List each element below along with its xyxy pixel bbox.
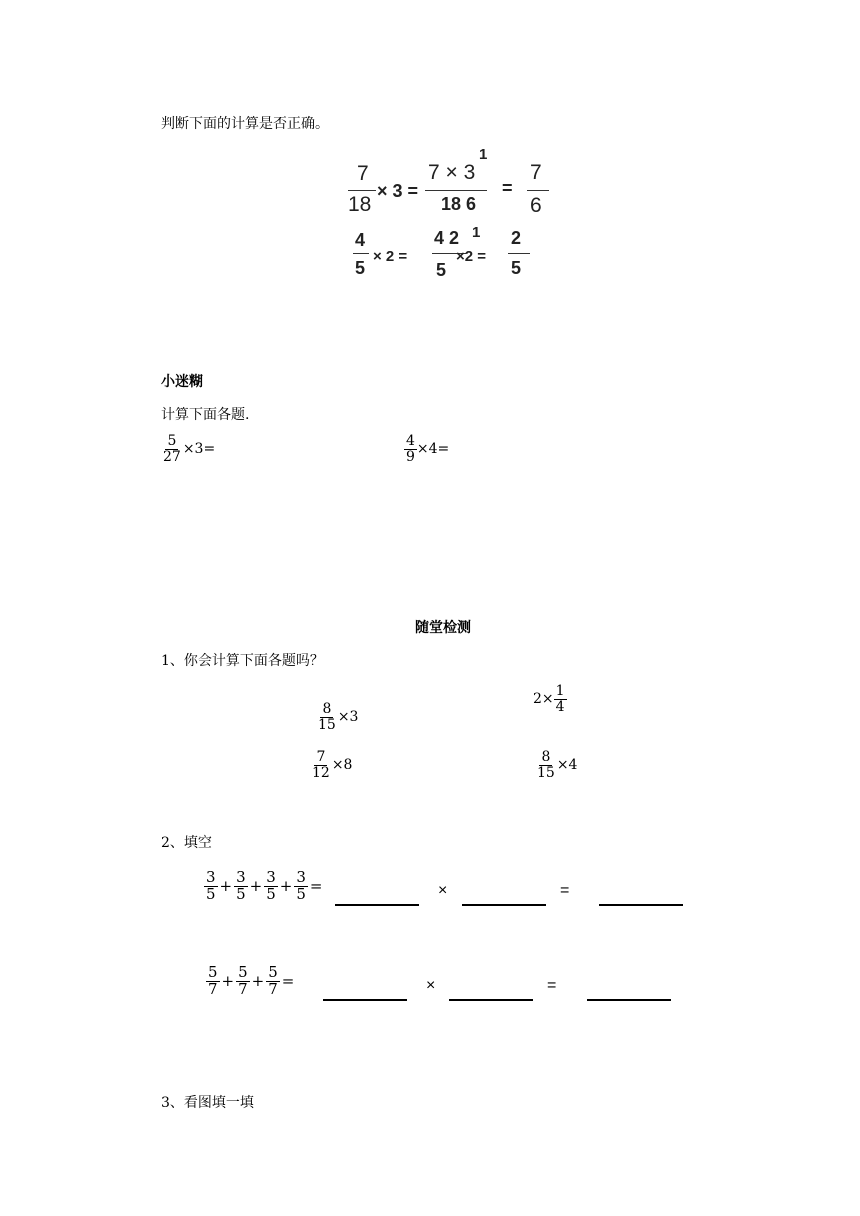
q2-r1-n3: 3 <box>266 868 276 886</box>
section-title-xiaomihu: 小迷糊 <box>161 374 203 390</box>
ex1-equals: = <box>502 178 513 198</box>
q2-r2-d2: 7 <box>238 979 248 998</box>
q2-r2-eq: = <box>281 972 295 991</box>
q2-r1-times: × <box>438 882 448 899</box>
problem-1-rest: ×3= <box>182 441 216 458</box>
ex1-frac-a-bar <box>348 190 376 191</box>
q1-item-2-den: 4 <box>555 698 565 715</box>
ex1-frac-b-num: 7 × 3 <box>428 161 476 184</box>
section-title-test: 随堂检测 <box>415 620 471 636</box>
ex1-frac-a-num: 7 <box>357 162 369 185</box>
ex1-times-3: × 3 = <box>377 181 419 201</box>
q2-r1-plus2: + <box>249 877 263 896</box>
q2-r2-blank-1[interactable] <box>323 999 407 1001</box>
ex2-frac-b-num: 4 2 <box>434 228 460 248</box>
q2-r2-blank-2[interactable] <box>449 999 533 1001</box>
problem-1 <box>161 434 215 464</box>
problem-2 <box>404 434 449 464</box>
q2-r1-plus1: + <box>219 877 233 896</box>
ex2-result-num: 2 <box>511 228 522 248</box>
q3-label: 3、看图填一填 <box>161 1095 254 1111</box>
q1-item-1-fraction <box>316 702 338 732</box>
ex1-cancel-small: 1 <box>479 146 488 163</box>
q2-label: 2、填空 <box>161 835 212 851</box>
q1-label: 1、你会计算下面各题吗？ <box>161 653 324 669</box>
ex1-result-num: 7 <box>530 161 542 184</box>
q2-r1-n1: 3 <box>206 868 216 886</box>
q2-r2-equals: = <box>547 977 557 994</box>
q2-r2-n3: 5 <box>268 963 278 981</box>
q1-item-4-num: 8 <box>541 749 551 765</box>
ex1-frac-b-den: 18 6 <box>441 194 477 214</box>
q2-r1-n2: 3 <box>236 868 246 886</box>
problem-1-den: 27 <box>163 448 181 465</box>
q2-r2-n2: 5 <box>238 963 248 981</box>
q2-row1-expression <box>204 870 325 903</box>
q1-item-1-den: 15 <box>318 716 336 733</box>
ex2-frac-a-den: 5 <box>355 258 366 278</box>
q2-r1-blank-1[interactable] <box>335 904 419 906</box>
problem-2-den: 9 <box>406 448 415 465</box>
q1-item-2-pre: 2× <box>533 691 554 708</box>
problem-1-fraction <box>161 434 183 464</box>
q1-item-2-fraction <box>554 684 567 714</box>
problem-2-num: 4 <box>406 433 415 449</box>
problem-2-fraction <box>404 434 417 464</box>
ex2-cancel-small: 1 <box>472 224 481 241</box>
instruction-judge: 判断下面的计算是否正确。 <box>161 116 329 132</box>
q2-r1-blank-3[interactable] <box>599 904 683 906</box>
q2-r1-d1: 5 <box>206 884 216 903</box>
q2-r1-plus3: + <box>279 877 293 896</box>
q2-r1-d4: 5 <box>296 884 306 903</box>
q2-r1-n4: 3 <box>296 868 306 886</box>
q1-item-3-num: 7 <box>316 749 326 765</box>
q1-item-1-rest: ×3 <box>337 709 359 726</box>
ex2-frac-a-bar <box>353 253 369 254</box>
q1-item-1 <box>316 702 358 732</box>
ex2-result-bar <box>508 253 530 254</box>
q1-item-3-den: 12 <box>312 764 330 781</box>
ex2-frac-b-den: 5 <box>436 260 447 280</box>
q2-r1-eq: = <box>309 877 323 896</box>
instruction-calc: 计算下面各题. <box>161 407 250 423</box>
q1-item-3-rest: ×8 <box>331 757 353 774</box>
q2-r2-blank-3[interactable] <box>587 999 671 1001</box>
q2-r1-d2: 5 <box>236 884 246 903</box>
q2-r2-d1: 7 <box>208 979 218 998</box>
q2-r2-times: × <box>426 977 436 994</box>
q1-item-3-fraction <box>310 750 332 780</box>
ex1-result-den: 6 <box>530 194 542 217</box>
q2-r2-plus2: + <box>251 972 265 991</box>
q2-r2-n1: 5 <box>208 963 218 981</box>
problem-2-rest: ×4= <box>416 441 450 458</box>
q1-item-4-rest: ×4 <box>556 757 578 774</box>
q1-item-2-num: 1 <box>555 683 565 699</box>
ex1-frac-b-bar <box>425 190 487 191</box>
q1-item-1-num: 8 <box>322 701 332 717</box>
q1-item-4 <box>535 750 577 780</box>
ex1-frac-a-den: 18 <box>348 193 372 216</box>
q1-item-2 <box>533 684 567 714</box>
q2-r2-plus1: + <box>221 972 235 991</box>
q1-item-4-den: 15 <box>537 764 555 781</box>
q1-item-3 <box>310 750 352 780</box>
q1-item-4-fraction <box>535 750 557 780</box>
q2-r1-d3: 5 <box>266 884 276 903</box>
ex2-times-b: ×2 = <box>456 248 487 265</box>
q2-r1-equals: = <box>560 882 570 899</box>
q2-row2-expression <box>206 965 296 998</box>
problem-1-num: 5 <box>167 433 177 449</box>
q2-r1-blank-2[interactable] <box>462 904 546 906</box>
ex2-times-2: × 2 = <box>373 248 408 265</box>
ex2-result-den: 5 <box>511 258 522 278</box>
q2-r2-d3: 7 <box>268 979 278 998</box>
ex1-result-bar <box>527 190 549 191</box>
ex2-frac-a-num: 4 <box>355 230 366 250</box>
